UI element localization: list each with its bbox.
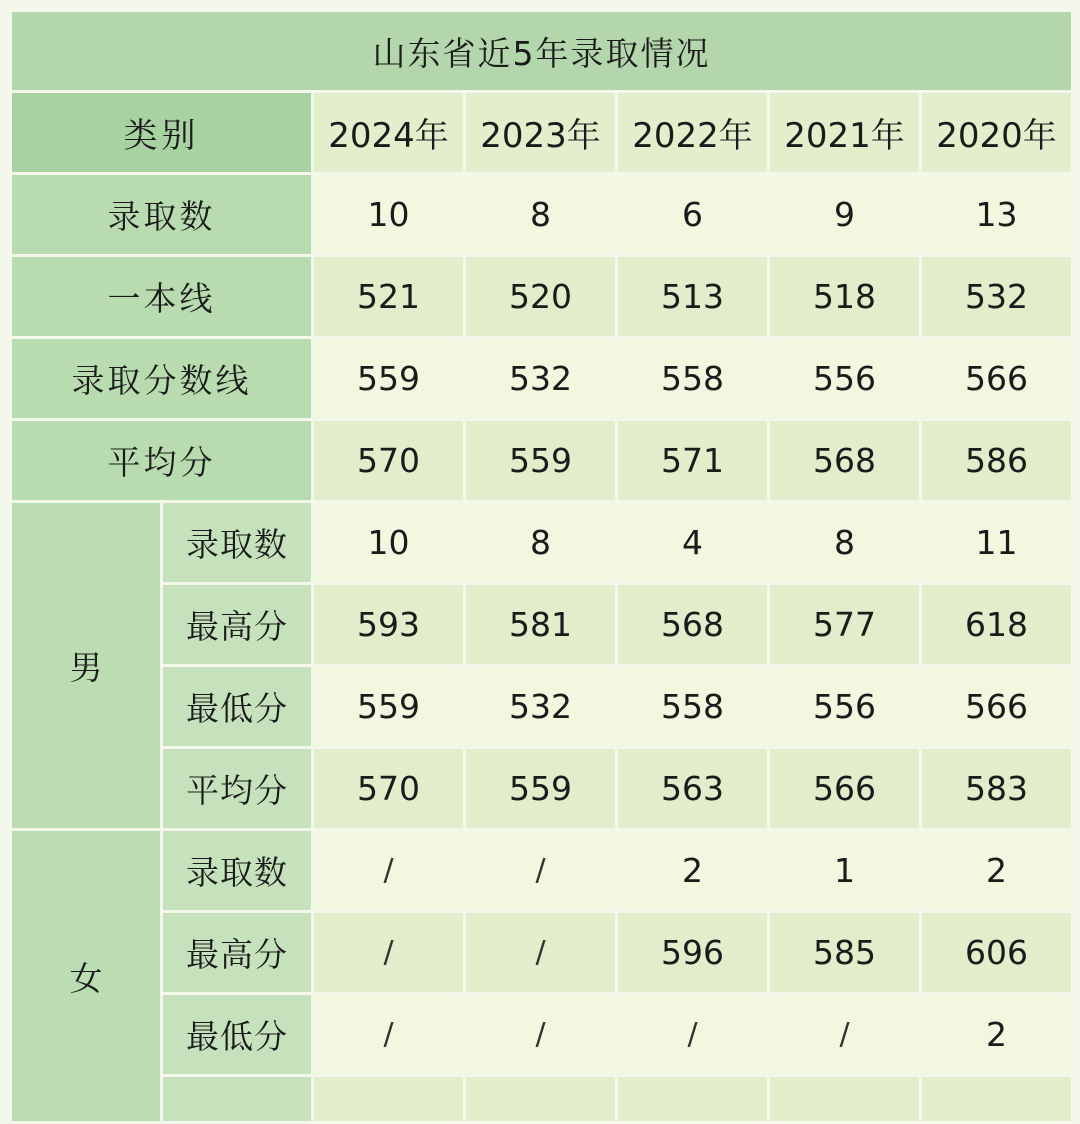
table-row <box>12 503 1071 582</box>
table-cell: 563 <box>618 749 767 828</box>
table-cell: / <box>314 831 463 910</box>
table-cell: 9 <box>770 175 919 254</box>
table-cell: 520 <box>466 257 615 336</box>
table-cell: 559 <box>314 667 463 746</box>
table-cell: 571 <box>618 421 767 500</box>
row-label: 一本线 <box>12 257 311 336</box>
table-cell: 558 <box>618 339 767 418</box>
table-cell: 532 <box>466 339 615 418</box>
table-cell: 618 <box>922 585 1071 664</box>
table-cell: 583 <box>922 749 1071 828</box>
table-row <box>12 1077 1071 1121</box>
table-cell: 1 <box>770 831 919 910</box>
table-cell: 566 <box>922 667 1071 746</box>
table-cell: 8 <box>466 503 615 582</box>
table-row <box>12 913 1071 992</box>
row-label: 录取分数线 <box>12 339 311 418</box>
table-cell: 2 <box>922 831 1071 910</box>
row-label: 录取数 <box>163 503 311 582</box>
table-cell: 586 <box>922 421 1071 500</box>
row-label: 最高分 <box>163 913 311 992</box>
table-cell: 566 <box>922 339 1071 418</box>
table-cell: 559 <box>466 749 615 828</box>
table-cell: 521 <box>314 257 463 336</box>
row-label: 录取数 <box>12 175 311 254</box>
table-cell <box>922 1077 1071 1121</box>
table-row <box>12 421 1071 500</box>
table-cell: / <box>466 913 615 992</box>
header-year: 2021年 <box>770 93 919 172</box>
table-cell: 13 <box>922 175 1071 254</box>
table-cell <box>466 1077 615 1121</box>
group-label-male: 男 <box>12 503 160 828</box>
header-year: 2020年 <box>922 93 1071 172</box>
header-year: 2023年 <box>466 93 615 172</box>
admission-table <box>9 9 1074 1124</box>
table-cell: 11 <box>922 503 1071 582</box>
table-cell: / <box>466 995 615 1074</box>
table-cell <box>618 1077 767 1121</box>
table-cell: 518 <box>770 257 919 336</box>
table-row <box>12 831 1071 910</box>
table-title: 山东省近5年录取情况 <box>12 12 1071 90</box>
table-row <box>12 749 1071 828</box>
header-year: 2024年 <box>314 93 463 172</box>
row-label: 最高分 <box>163 585 311 664</box>
table-cell: 559 <box>466 421 615 500</box>
table-cell: 532 <box>922 257 1071 336</box>
table-cell: 2 <box>618 831 767 910</box>
row-label <box>163 1077 311 1121</box>
table-row <box>12 667 1071 746</box>
header-row <box>12 93 1071 172</box>
table-cell: 10 <box>314 503 463 582</box>
table-cell: 559 <box>314 339 463 418</box>
table-cell: / <box>466 831 615 910</box>
table-cell: / <box>618 995 767 1074</box>
table-cell: 593 <box>314 585 463 664</box>
table-cell: 606 <box>922 913 1071 992</box>
table-cell: 513 <box>618 257 767 336</box>
table-row <box>12 339 1071 418</box>
table-cell: 556 <box>770 339 919 418</box>
table-row <box>12 175 1071 254</box>
table-cell: / <box>770 995 919 1074</box>
header-year: 2022年 <box>618 93 767 172</box>
table-cell <box>314 1077 463 1121</box>
group-label-female: 女 <box>12 831 160 1121</box>
table-cell: 558 <box>618 667 767 746</box>
table-cell: 8 <box>770 503 919 582</box>
table-cell: 10 <box>314 175 463 254</box>
table-cell: 577 <box>770 585 919 664</box>
table-cell: 568 <box>618 585 767 664</box>
table-cell: 8 <box>466 175 615 254</box>
table-cell: 585 <box>770 913 919 992</box>
header-category: 类别 <box>12 93 311 172</box>
table-cell: 568 <box>770 421 919 500</box>
table-row <box>12 995 1071 1074</box>
table-cell: 6 <box>618 175 767 254</box>
row-label: 最低分 <box>163 995 311 1074</box>
row-label: 平均分 <box>12 421 311 500</box>
table-cell: 4 <box>618 503 767 582</box>
table-cell: 556 <box>770 667 919 746</box>
table-cell: / <box>314 913 463 992</box>
table-cell: 570 <box>314 749 463 828</box>
table-row <box>12 585 1071 664</box>
table-cell: 566 <box>770 749 919 828</box>
table-cell: 581 <box>466 585 615 664</box>
row-label: 最低分 <box>163 667 311 746</box>
table-cell <box>770 1077 919 1121</box>
table-cell: 596 <box>618 913 767 992</box>
row-label: 录取数 <box>163 831 311 910</box>
table-cell: 2 <box>922 995 1071 1074</box>
table-row <box>12 257 1071 336</box>
table-cell: 532 <box>466 667 615 746</box>
table-cell: 570 <box>314 421 463 500</box>
table-cell: / <box>314 995 463 1074</box>
row-label: 平均分 <box>163 749 311 828</box>
